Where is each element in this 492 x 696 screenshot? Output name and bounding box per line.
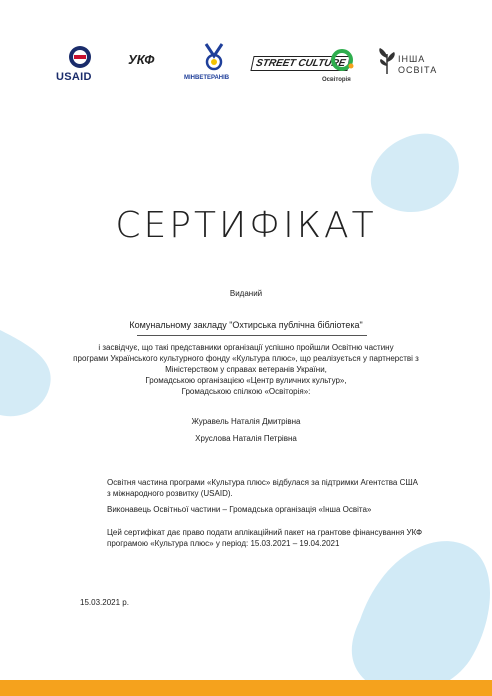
body-line: і засвідчує, що такі представники організації успішно пройшли Освітню частину [98,343,394,352]
mindveteraniv-logo [184,42,244,86]
recipient-underline [137,335,367,336]
usaid-logo-text: USAID [56,71,92,83]
blob-top-right [371,134,459,212]
support-statement [107,477,418,499]
partner-logos [56,40,436,90]
issued-label: Виданий [229,289,263,298]
osvitoria-ring-icon [322,48,362,74]
osvitoria-logo [322,48,362,88]
issue-date: 15.03.2021 р. [80,598,129,607]
insha-word-top: ІНША [398,54,426,64]
ukf-logo: УКФ [128,52,155,67]
usaid-seal-icon [56,44,104,70]
body-line: Громадською організацією «Центр вуличних культур», [145,376,347,385]
rights-line: програмою «Культура плюс» у період: 15.03.2021 – 19.04.2021 [107,539,340,548]
insha-word-bottom: ОСВІТА [398,65,438,75]
insha-osvita-logo-text [398,54,437,76]
support-line: з міжнародного розвитку (USAID). [107,489,233,498]
rights-line: Цей сертифікат дає право подати аплікаційний пакет на грантове фінансування УКФ [107,528,423,537]
blob-bottom-right [352,541,490,694]
osvitoria-logo-text: Освіторія [322,77,351,83]
mindveteraniv-logo-text: МІНВЕТЕРАНІВ [184,75,230,81]
support-line: Освітня частина програми «Культура плюс» відбулася за підтримки Агентства США [107,478,419,487]
participant-name: Журавель Наталія Дмитрівна [191,417,301,426]
recipient-name: Комунальному закладу "Охтирська публічна бібліотека" [129,320,363,330]
plant-icon [376,46,398,76]
usaid-logo [56,44,104,88]
participant-name: Хруслова Наталія Петрівна [195,434,297,443]
certificate-title: СЕРТИФІКАТ [115,205,377,246]
rights-statement [107,527,422,549]
insha-osvita-logo [376,46,438,86]
street-culture-logo: STREET CULTURE [250,56,350,71]
body-line: Міністерством у справах ветеранів України, [165,365,327,374]
executor-statement [107,504,371,515]
executor-line: Виконавець Освітньої частини – Громадська організація «Інша Освіта» [107,505,372,514]
medal-icon [184,42,244,72]
bottom-accent-stripe [0,680,492,696]
body-line: Громадською спілкою «Освіторія»: [181,387,311,396]
body-line: програми Українського культурного фонду «Культура плюс», що реалізується у партнерстві з [73,354,419,363]
certificate-body [0,342,492,397]
